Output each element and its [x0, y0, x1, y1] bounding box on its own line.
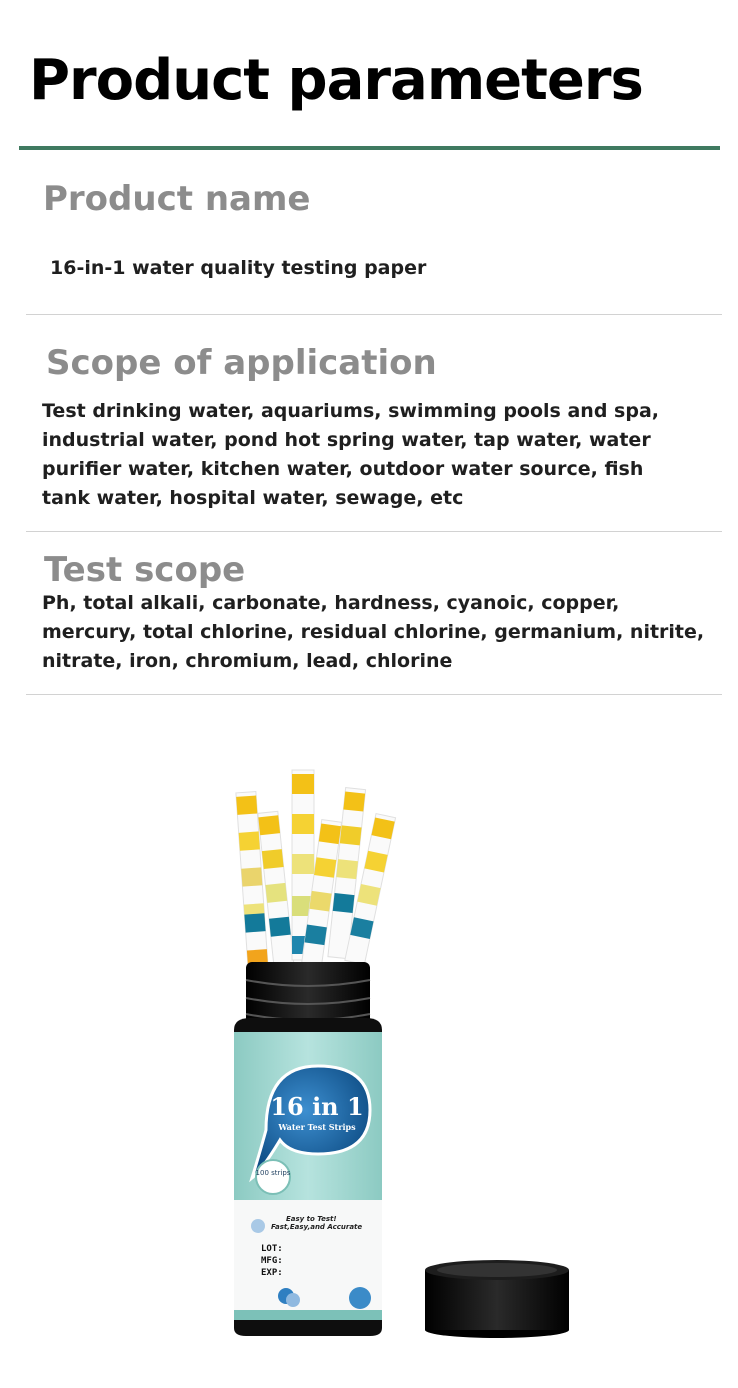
- section-heading-test-scope: Test scope: [44, 550, 246, 590]
- product-image: [0, 700, 738, 1388]
- title-underline: [19, 146, 720, 150]
- section-divider: [26, 694, 722, 695]
- bottle-neck: [246, 962, 370, 1026]
- label-lot: LOT:: [261, 1244, 283, 1254]
- label-tagline: Easy to Test!: [286, 1215, 337, 1223]
- section-divider: [26, 531, 722, 532]
- label-mfg: MFG:: [261, 1256, 283, 1266]
- label-badge-subtitle: Water Test Strips: [278, 1122, 356, 1132]
- test-scope-line: nitrate, iron, chromium, lead, chlorine: [42, 650, 453, 672]
- scope-line: tank water, hospital water, sewage, etc: [42, 487, 464, 509]
- bottle-body: [234, 1018, 382, 1336]
- section-heading-scope-of-application: Scope of application: [46, 343, 437, 383]
- label-exp: EXP:: [261, 1268, 283, 1278]
- scope-line: purifier water, kitchen water, outdoor water source, fish: [42, 458, 644, 480]
- label-tagline-secondary: Fast,Easy,and Accurate: [271, 1223, 363, 1231]
- test-scope-line: Ph, total alkali, carbonate, hardness, cyanoic, copper,: [42, 592, 620, 614]
- label-badge-title: 16 in 1: [270, 1092, 364, 1121]
- scope-line: industrial water, pond hot spring water, tap water, water: [42, 429, 651, 451]
- section-divider: [26, 314, 722, 315]
- section-heading-product-name: Product name: [43, 179, 311, 219]
- product-illustration: [0, 700, 738, 1388]
- scope-of-application-text: [42, 397, 659, 513]
- test-scope-text: [42, 589, 704, 676]
- product-name-value: 16-in-1 water quality testing paper: [50, 257, 427, 279]
- test-scope-line: mercury, total chlorine, residual chlorine, germanium, nitrite,: [42, 621, 705, 643]
- test-strips: [236, 770, 396, 972]
- scope-line: Test drinking water, aquariums, swimming pools and spa,: [42, 400, 659, 422]
- strip-count: 100 strips: [255, 1169, 291, 1177]
- page-title: Product parameters: [29, 48, 643, 113]
- bottle-cap: [425, 1260, 569, 1338]
